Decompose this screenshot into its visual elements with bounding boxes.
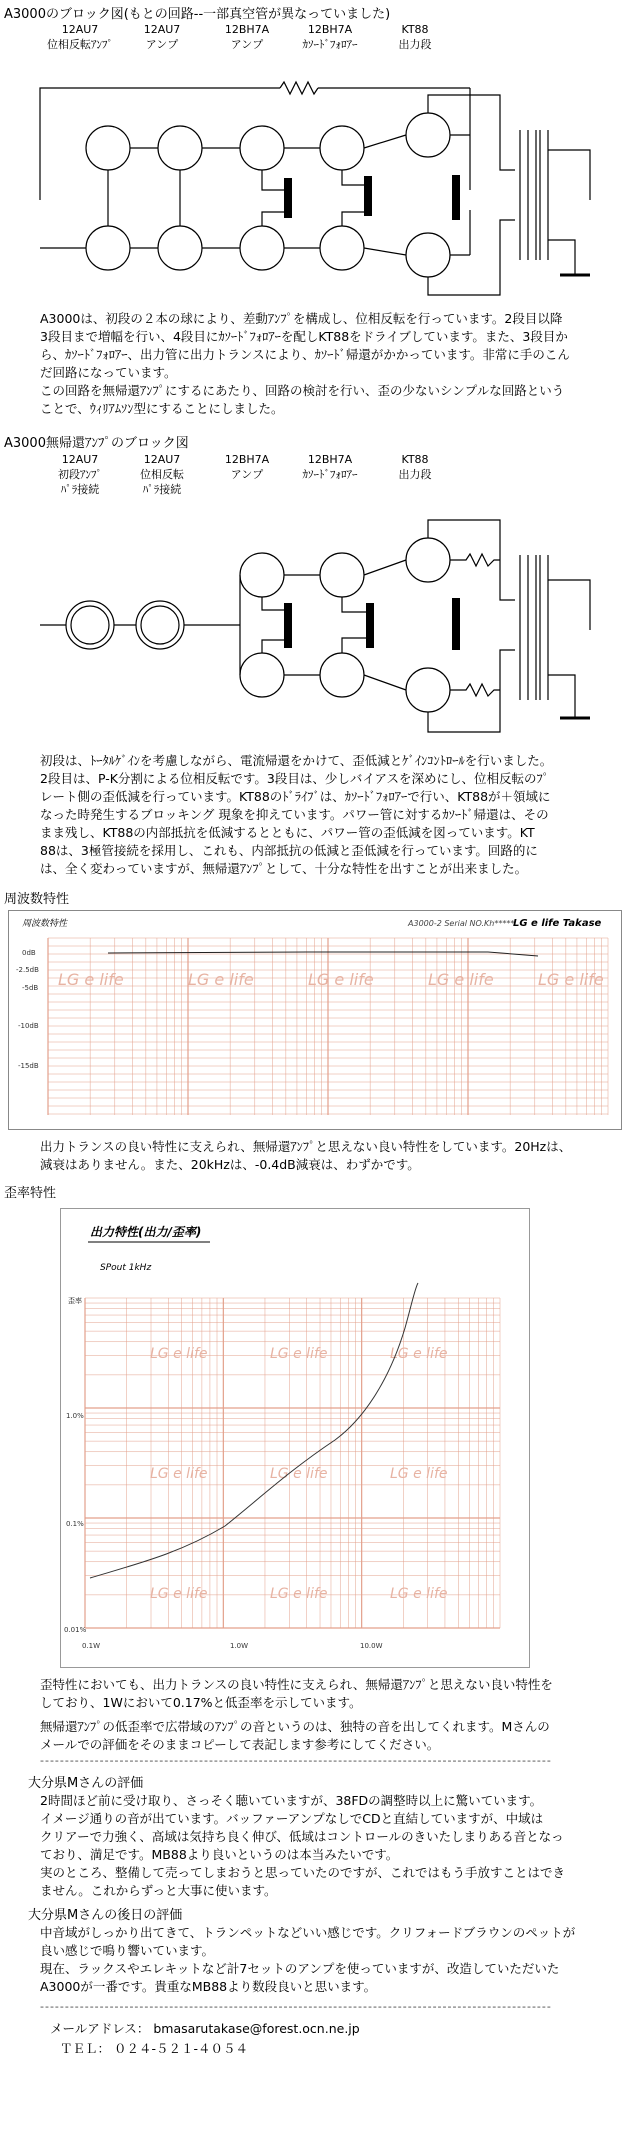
section1-body: A3000は、初段の２本の球により、差動ｱﾝﾌﾟを構成し、位相反転を行っています。2段目以降 3段目まで増幅を行い、4段目にｶｿｰﾄﾞﾌｫﾛｱｰを配しKT88をドライブしています。また、3段目か ら、ｶｿｰﾄﾞﾌｫﾛｱｰ、出力管に出力トランスにより、ｶｿｰﾄﾞ帰還がかかっています。非常に手のこん だ回路になっています。 この回路を無帰還ｱﾝﾌﾟにするにあたり、回路の検討を行い、歪の少ないシンプルな回路という ことで、ｳｨﾘｱﾑｿﾝ型にすることにしました。 <box>40 311 570 416</box>
chart-header: 出力特性(出力/歪率) <box>90 1225 202 1239</box>
section5-title: 大分県Mさんの評価 <box>28 1776 144 1791</box>
watermark: LG e life <box>390 1346 448 1362</box>
watermark: LG e life <box>150 1586 208 1602</box>
block-diagram-nfb-free <box>0 500 630 750</box>
x-label: 0.1W <box>82 1642 101 1650</box>
y-label: -2.5dB <box>16 966 39 974</box>
block-diagram-original <box>0 60 630 300</box>
divider: ------------------------------------------------------------------------------------------------------- <box>40 2000 552 2013</box>
y-label: -10dB <box>18 1022 39 1030</box>
watermark: LG e life <box>150 1346 208 1362</box>
watermark: LG e life <box>390 1466 448 1482</box>
watermark: LG e life <box>538 970 604 989</box>
distortion-chart <box>60 1208 530 1668</box>
tube-label: 12AU7 アンプ <box>143 23 181 51</box>
y-label: 1.0% <box>66 1412 84 1420</box>
chart-sub: SPout 1kHz <box>100 1263 152 1273</box>
tube-label: KT88 出力段 <box>398 453 432 481</box>
tube-label: 12AU7 位相反転 ﾊﾟﾗ接続 <box>140 453 184 496</box>
watermark: LG e life <box>150 1466 208 1482</box>
tube-label: 12AU7 初段ｱﾝﾌﾟ ﾊﾟﾗ接続 <box>58 453 102 496</box>
watermark: LG e life <box>58 970 124 989</box>
section1-title: A3000のブロック図(もとの回路--一部真空管が異なっていました) <box>4 7 391 22</box>
y-label: 0.1% <box>66 1520 84 1528</box>
y-label: 0dB <box>22 949 36 957</box>
section3-title: 周波数特性 <box>4 892 70 907</box>
tube-label: 12BH7A ｶｿｰﾄﾞﾌｫﾛｱｰ <box>302 453 358 481</box>
section4-title: 歪率特性 <box>4 1186 57 1201</box>
contact-tel: ＴＥＬ： ０２４-５２１-４０５４ <box>60 2041 248 2056</box>
section4-body2: 無帰還ｱﾝﾌﾟの低歪率で広帯域のｱﾝﾌﾟの音というのは、独特の音を出してくれます。Mさんの メールでの評価をそのままコピーして表記します参考にしてください。 <box>40 1719 550 1752</box>
watermark: LG e life <box>390 1586 448 1602</box>
y-label: -15dB <box>18 1062 39 1070</box>
section2-title: A3000無帰還ｱﾝﾌﾟのブロック図 <box>4 436 189 451</box>
section5-body: 2時間ほど前に受け取り、さっそく聴いていますが、38FDの調整時以上に驚いています。 イメージ通りの音が出ています。バッファーアンプなしでCDと直結していますが、中域は クリアーで力強く、高域は気持ち良く伸び、低域はコントロールのきいたしまりある音となっ ており、満足です。MB88より良いというのは本当みたいです。 実のところ、整備して売ってしまおうと思っていたのですが、これではもう手放すことはでき ません。これからずっと大事に使います。 <box>40 1793 566 1898</box>
y-label: -5dB <box>22 984 39 992</box>
chart-header: 周波数特性 <box>22 919 68 929</box>
tube-label: KT88 出力段 <box>398 23 432 51</box>
y-unit: 歪率 <box>68 1297 82 1305</box>
watermark: LG e life <box>308 970 374 989</box>
watermark: LG e life <box>270 1586 328 1602</box>
y-label: 0.01% <box>64 1626 87 1634</box>
section4-body: 歪特性においても、出力トランスの良い特性に支えられ、無帰還ｱﾝﾌﾟと思えない良い特性を しており、1Wにおいて0.17%と低歪率を示しています。 <box>40 1677 553 1710</box>
section6-title: 大分県Mさんの後日の評価 <box>28 1908 183 1923</box>
x-label: 1.0W <box>230 1642 249 1650</box>
watermark: LG e life <box>270 1466 328 1482</box>
divider: ------------------------------------------------------------------------------------------------------- <box>40 1754 552 1767</box>
watermark: LG e life <box>270 1346 328 1362</box>
watermark: LG e life <box>428 970 494 989</box>
section6-body: 中音域がしっかり出てきて、トランペットなどいい感じです。クリフォードブラウンのペットが 良い感じで鳴り響いています。 現在、ラックスやエレキットなど計7セットのアンプを使っていますが、改造していただいた A3000が一番です。貴重なMB88より数段良いと思います。 <box>40 1925 576 1994</box>
section3-body: 出力トランスの良い特性に支えられ、無帰還ｱﾝﾌﾟと思えない良い特性をしています。20Hzは、 減衰はありません。また、20kHzは、-0.4dB減衰は、わずかです。 <box>40 1139 572 1172</box>
frequency-response-chart <box>8 910 622 1130</box>
tube-label: 12AU7 位相反転ｱﾝﾌﾟ <box>47 23 113 51</box>
tube-label: 12BH7A アンプ <box>224 453 270 481</box>
section2-body: 初段は、ﾄｰﾀﾙｹﾞｲﾝを考慮しながら、電流帰還をかけて、歪低減とｹﾞｲﾝｺﾝﾄﾛｰﾙを行いました。 2段目は、P-K分割による位相反転です。3段目は、少しバイアスを深めにし、位相反転のﾌﾟ レート側の歪低減を行っています。KT88のﾄﾞﾗｲﾌﾞは、ｶｿｰﾄﾞﾌｫﾛｱｰで行い、KT88が＋領域に なった時発生するブロッキング 現象を抑えています。パワー管に対するｶｿｰﾄﾞ帰還は、その まま残し、KT88の内部抵抗を低減するとともに、パワー管の歪低減を図っています。KT 88は、3極管接続を採用し、これも、内部抵抗の低減と歪低減を行っています。回路的に は、全く変わっていますが、無帰還ｱﾝﾌﾟとして、十分な特性を出すことが出来ました。 <box>40 753 553 876</box>
chart-brand: LG e life Takase <box>513 918 602 929</box>
x-label: 10.0W <box>360 1642 383 1650</box>
chart-serial: A3000-2 Serial NO.Kh***** <box>408 919 515 928</box>
tube-label: 12BH7A アンプ <box>224 23 270 51</box>
watermark: LG e life <box>188 970 254 989</box>
tube-label: 12BH7A ｶｿｰﾄﾞﾌｫﾛｱｰ <box>302 23 358 51</box>
contact-email[interactable]: メールアドレス： bmasarutakase@forest.ocn.ne.jp <box>50 2021 360 2036</box>
